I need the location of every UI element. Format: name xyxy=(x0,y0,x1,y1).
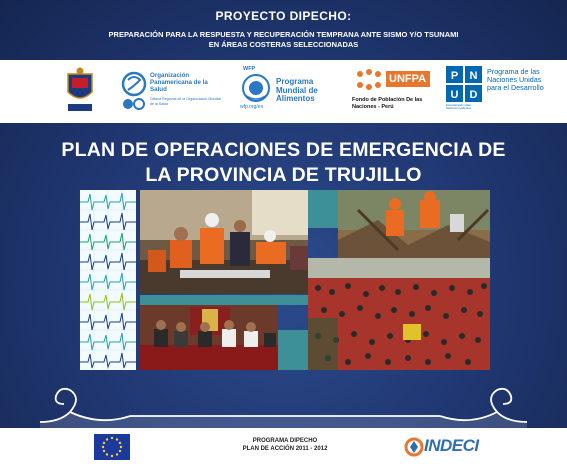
seismograph-graphic xyxy=(80,190,136,370)
ops-logo xyxy=(120,66,225,116)
plan-title-line-2: LA PROVINCIA DE TRUJILLO xyxy=(145,164,422,186)
subtitle-line-2: EN ÁREAS COSTERAS SELECCIONADAS xyxy=(208,40,359,49)
eu-flag-logo xyxy=(94,434,130,460)
wfp-url: wfp.org/es xyxy=(240,104,264,110)
project-title: PROYECTO DIPECHO: xyxy=(215,9,352,23)
wfp-logo xyxy=(240,66,340,116)
plan-title-line-1: PLAN DE OPERACIONES DE EMERGENCIA DE xyxy=(61,139,506,161)
unfpa-short: UNFPA xyxy=(389,73,427,85)
unfpa-short-box xyxy=(386,71,430,87)
photo-officials-table xyxy=(140,305,278,370)
project-subtitle xyxy=(60,30,507,50)
pnud-name: Programa de las Naciones Unidas para el Desarrollo xyxy=(487,67,544,93)
pnud-letter-n: N xyxy=(469,70,478,82)
photo-rescue-workers xyxy=(338,190,490,258)
teal-block-top xyxy=(308,190,338,228)
plan-title xyxy=(30,138,537,188)
program-line-1: PROGRAMA DIPECHO xyxy=(252,438,318,444)
pnud-letter-p: P xyxy=(450,70,459,82)
indeci-emblem-icon xyxy=(404,434,424,460)
ops-subtitle: Oficina Regional de la Organización Mundial de la Salud xyxy=(150,97,221,106)
subtitle-line-1: PREPARACIÓN PARA LA RESPUESTA Y RECUPERACIÓN TEMPRANA ANTE SISMO Y/O TSUNAMI xyxy=(108,30,459,39)
pnud-letter-d: D xyxy=(469,89,478,101)
photo-emergency-meeting xyxy=(140,190,308,294)
unfpa-logo xyxy=(350,66,435,116)
teal-block-middle xyxy=(140,295,310,305)
pnud-tag: Empoderando vidas. Naciones resilientes. xyxy=(446,103,472,111)
indeci-logo xyxy=(404,434,484,460)
wfp-short: WFP xyxy=(243,66,256,72)
municipal-crest-logo xyxy=(63,66,97,116)
pnud-letter-u: U xyxy=(450,89,459,101)
program-label xyxy=(210,437,360,453)
ops-name: Organización Panamericana de la Salud xyxy=(150,72,208,93)
unfpa-name: Fondo de Población De las Naciones - Perú xyxy=(352,97,423,110)
pnud-logo xyxy=(446,66,556,116)
header xyxy=(0,0,567,60)
wave-ornament xyxy=(40,376,527,428)
photo-crowd-drill xyxy=(308,258,490,370)
wfp-name: Programa Mundial de Alimentos xyxy=(276,77,318,103)
program-line-2: PLAN DE ACCIÓN 2011 - 2012 xyxy=(242,446,328,452)
teal-block-bottom xyxy=(278,330,308,370)
logo-band xyxy=(0,60,567,123)
indeci-label: INDECI xyxy=(424,436,479,455)
